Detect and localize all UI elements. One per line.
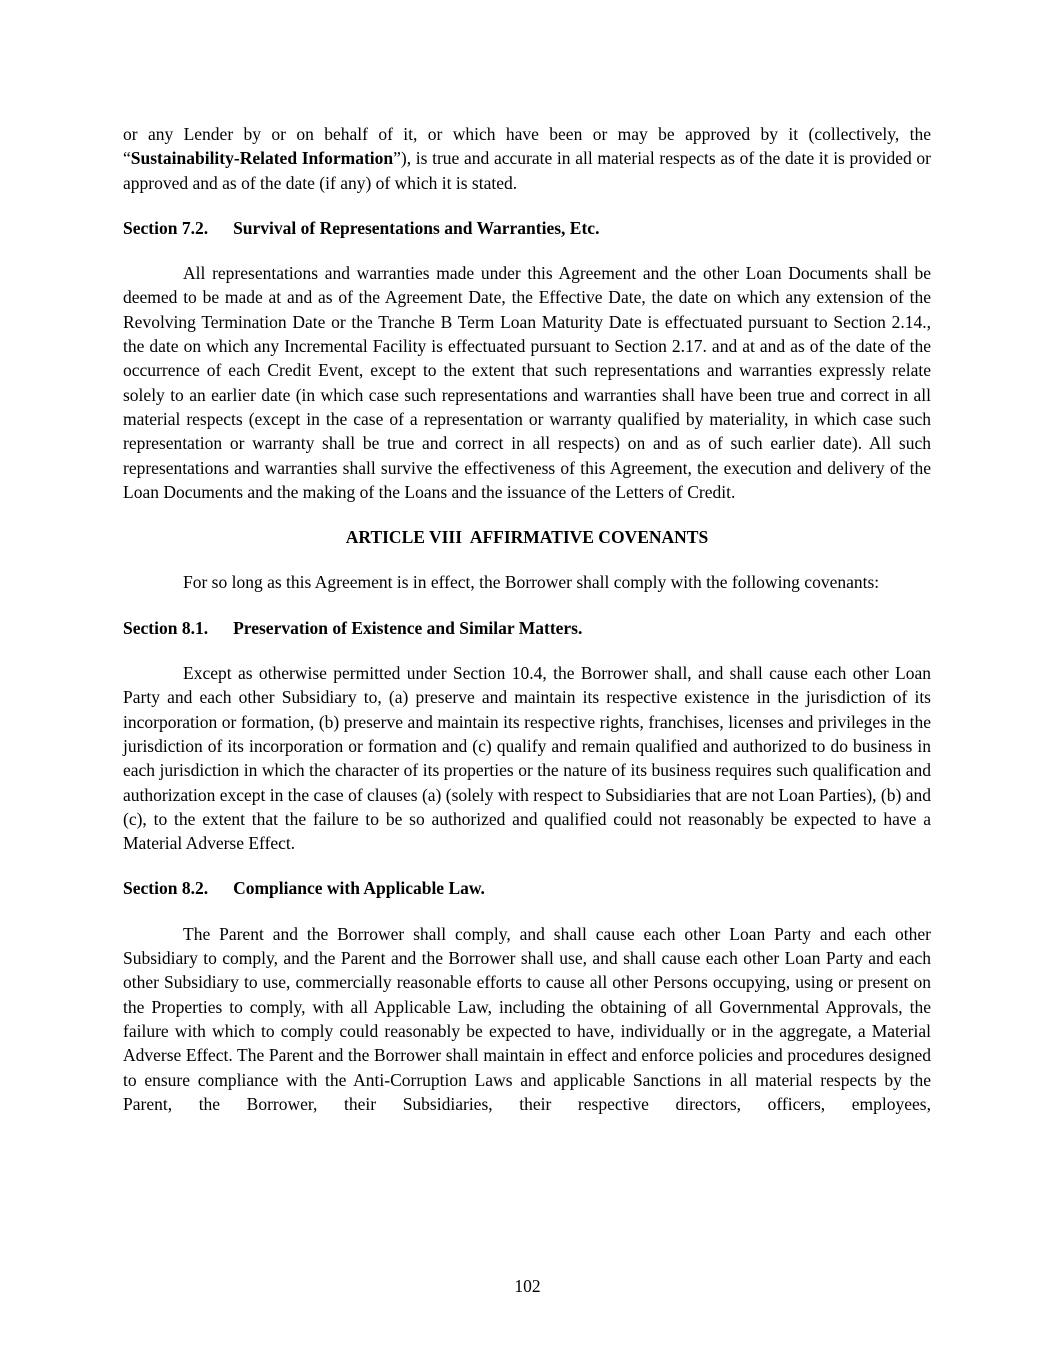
intro-paragraph-post: ”), is true and accurate in all material respects as of the date it is provided or approved and as of the date (if any) of which it is stated. [123,148,931,193]
section-8-2-heading [123,876,931,900]
section-7-2-paragraph: All representations and warranties made under this Agreement and the other Loan Documents shall be deemed to be made at and as of the Agreement Date, the Effective Date, the date on which any extension of the Revolving Termination Date or the Tranche B Term Loan Maturity Date is effectuated pursuant to Section 2.14., the date on which any Incremental Facility is effectuated pursuant to Section 2.17. and at and as of the date of the occurrence of each Credit Event, except to the extent that such representations and warranties expressly relate solely to an earlier date (in which case such representations and warranties shall have been true and correct in all material respects (except in the case of a representation or warranty qualified by materiality, in which case such representation or warranty shall be true and correct in all respects) on and as of such earlier date). All such representations and warranties shall survive the effectiveness of this Agreement, the execution and delivery of the Loan Documents and the making of the Loans and the issuance of the Letters of Credit. [123,263,931,502]
section-8-2-title: Compliance with Applicable Law. [233,878,485,899]
intro-paragraph [123,122,931,195]
section-7-2-heading [123,216,931,240]
defined-term-sustainability-related-information: Sustainability-Related Information [130,148,394,169]
section-8-2-number: Section 8.2. [123,878,209,899]
section-8-1-paragraph: Except as otherwise permitted under Section 10.4, the Borrower shall, and shall cause each other Loan Party and each other Subsidiary to, (a) preserve and maintain its respective existence in the jurisdiction of its incorporation or formation, (b) preserve and maintain its respective rights, franchises, licenses and privileges in the jurisdiction of its incorporation or formation and (c) qualify and remain qualified and authorized to do business in each jurisdiction in which the character of its properties or the nature of its business requires such qualification and authorization except in the case of clauses (a) (solely with respect to Subsidiaries that are not Loan Parties), (b) and (c), to the extent that the failure to be so authorized and qualified could not reasonably be expected to have a Material Adverse Effect. [123,663,931,854]
section-7-2-number: Section 7.2. [123,217,209,238]
section-8-1-number: Section 8.1. [123,617,209,638]
page-content [123,122,931,1137]
article-8-heading: ARTICLE VIII AFFIRMATIVE COVENANTS [345,527,709,548]
page-number: 102 [514,1276,541,1296]
section-7-2-title: Survival of Representations and Warranties, Etc. [233,217,600,238]
section-8-2-paragraph: The Parent and the Borrower shall comply, and shall cause each other Loan Party and each other Subsidiary to comply, and the Parent and the Borrower shall use, and shall cause each other Loan Party and each other Subsidiary to use, commercially reasonable efforts to cause all other Persons occupying, using or present on the Properties to comply, with all Applicable Law, including the obtaining of all Governmental Approvals, the failure with which to comply could reasonably be expected to have, individually or in the aggregate, a Material Adverse Effect. The Parent and the Borrower shall maintain in effect and enforce policies and procedures designed to ensure compliance with the Anti-Corruption Laws and applicable Sanctions in all material respects by the Parent, the Borrower, their Subsidiaries, their respective directors, officers, employees, [123,923,931,1114]
section-8-1-title: Preservation of Existence and Similar Matters. [233,617,583,638]
intro-paragraph-pre: or any Lender by or on behalf of it, or which have been or may be approved by it (collectively, the “ [123,124,931,169]
article-8-intro-paragraph: For so long as this Agreement is in effect, the Borrower shall comply with the following covenants: [183,572,880,593]
section-8-1-heading [123,616,931,640]
